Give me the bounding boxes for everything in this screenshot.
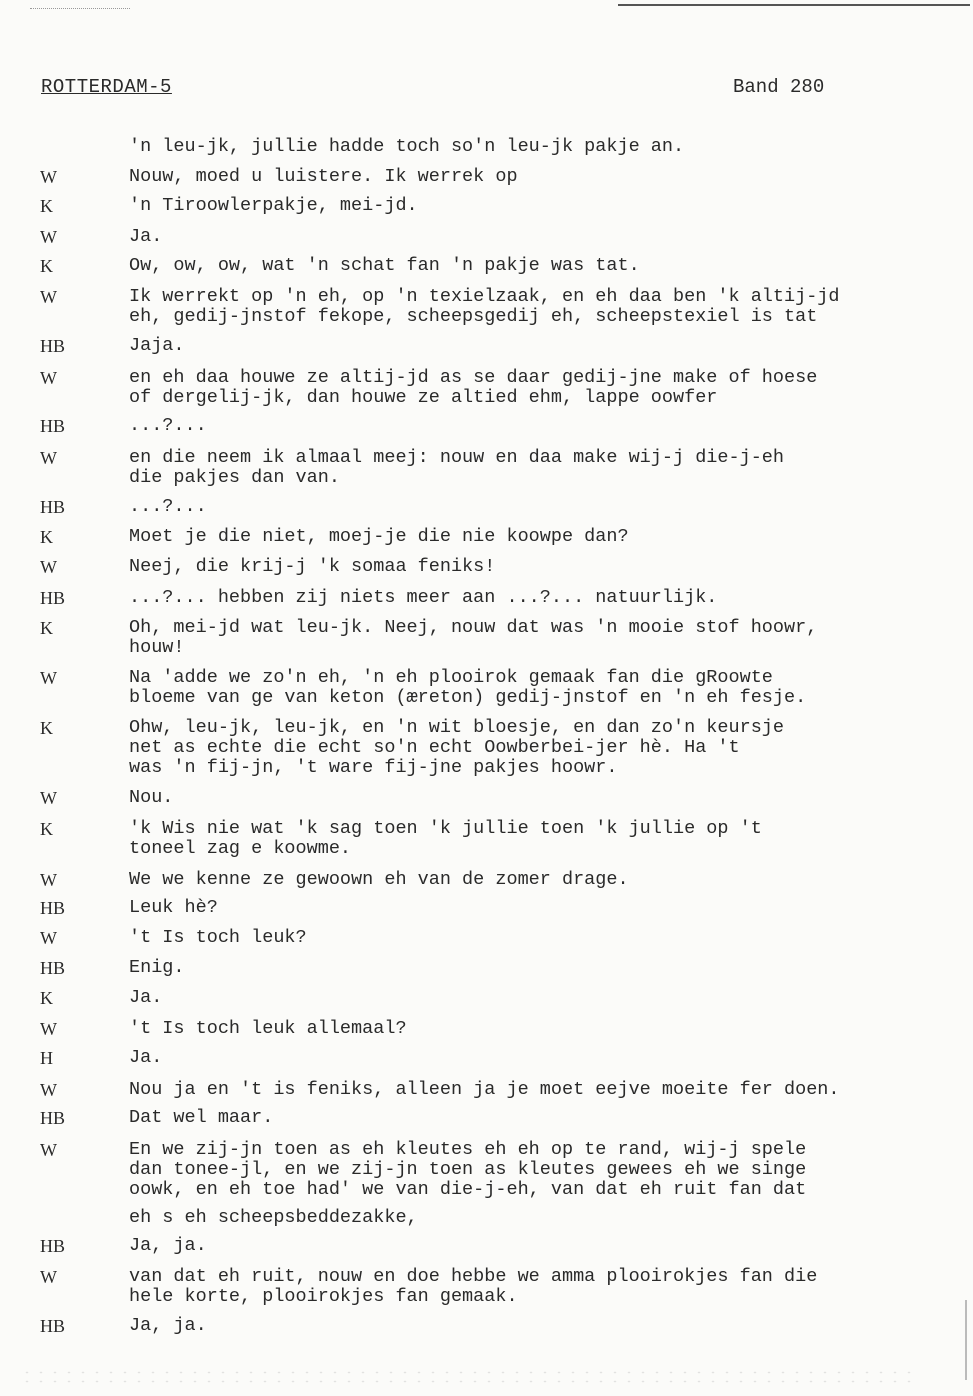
utterance-text: En we zij-jn toen as eh kleutes eh eh op te rand, wij-j spele dan tonee-jl, en we zij-jn toen as kleutes gewees eh we singe oowk, en eh toe had' we van die-j-eh, van dat eh ruit fan dat <box>129 1139 807 1200</box>
speaker-label: HB <box>40 336 66 356</box>
utterance-text: 'k Wis nie wat 'k sag toen 'k jullie toen 'k jullie op 't toneel zag e koowme. <box>129 818 762 859</box>
utterance-text: We we kenne ze gewoown eh van de zomer drage. <box>129 869 629 890</box>
speaker-label: W <box>40 1019 57 1039</box>
page-location-heading: ROTTERDAM-5 <box>41 76 172 98</box>
speaker-label: W <box>40 448 57 468</box>
utterance-text: 'n leu-jk, jullie hadde toch so'n leu-jk pakje an. <box>129 136 685 157</box>
tape-number: Band 280 <box>733 76 825 98</box>
speaker-label: HB <box>40 497 66 517</box>
utterance-text: Ik werrekt op 'n eh, op 'n texielzaak, en eh daa ben 'k altij-jd eh, gedij-jnstof fekope, scheepsgedij eh, scheepstexiel is tat <box>129 286 840 327</box>
utterance-text: Dat wel maar. <box>129 1107 274 1128</box>
scan-artifact-noise <box>20 1368 920 1388</box>
speaker-label: K <box>40 527 53 547</box>
speaker-label: K <box>40 988 53 1008</box>
scan-artifact-line <box>618 4 970 6</box>
utterance-text: Enig. <box>129 957 185 978</box>
utterance-text: Ohw, leu-jk, leu-jk, en 'n wit bloesje, en dan zo'n keursje net as echte die echt so'n echt Oowberbei-jer hè. Ha 't was 'n fij-jn, 't ware fij-jne pakjes hoowr. <box>129 717 785 778</box>
scan-artifact-dots <box>30 8 130 9</box>
utterance-text: Ja. <box>129 1047 163 1068</box>
utterance-text: Ja. <box>129 226 163 247</box>
speaker-label: W <box>40 1140 57 1160</box>
speaker-label: HB <box>40 1236 66 1256</box>
utterance-text: Na 'adde we zo'n eh, 'n eh plooirok gemaak fan die gRoowte bloeme van ge van keton (æreton) gedij-jnstof en 'n eh fesje. <box>129 667 807 708</box>
utterance-text: Nou ja en 't is feniks, alleen ja je moet eejve moeite fer doen. <box>129 1079 840 1100</box>
utterance-text: Moet je die niet, moej-je die nie koowpe dan? <box>129 526 629 547</box>
speaker-label: W <box>40 870 57 890</box>
utterance-text: en die neem ik almaal meej: nouw en daa make wij-j die-j-eh die pakjes dan van. <box>129 447 785 488</box>
speaker-label: W <box>40 557 57 577</box>
speaker-label: W <box>40 788 57 808</box>
utterance-text: Neej, die krij-j 'k somaa feniks! <box>129 556 496 577</box>
speaker-label: K <box>40 618 53 638</box>
utterance-text: ...?... <box>129 496 207 517</box>
speaker-label: W <box>40 227 57 247</box>
utterance-text: Oh, mei-jd wat leu-jk. Neej, nouw dat was 'n mooie stof hoowr, houw! <box>129 617 818 658</box>
speaker-label: H <box>40 1048 53 1068</box>
utterance-text: Ja, ja. <box>129 1315 207 1336</box>
speaker-label: HB <box>40 958 66 978</box>
utterance-text: Nouw, moed u luistere. Ik werrek op <box>129 166 518 187</box>
utterance-text: Leuk hè? <box>129 897 218 918</box>
utterance-text: ...?... <box>129 415 207 436</box>
utterance-text: eh s eh scheepsbeddezakke, <box>129 1207 418 1228</box>
utterance-text: 't Is toch leuk? <box>129 927 307 948</box>
speaker-label: HB <box>40 588 66 608</box>
utterance-text: en eh daa houwe ze altij-jd as se daar gedij-jne make of hoese of dergelij-jk, dan houwe ze altied ehm, lappe oowfer <box>129 367 818 408</box>
utterance-text: 't Is toch leuk allemaal? <box>129 1018 407 1039</box>
speaker-label: W <box>40 668 57 688</box>
utterance-text: Nou. <box>129 787 174 808</box>
utterance-text: ...?... hebben zij niets meer aan ...?... natuurlijk. <box>129 587 718 608</box>
speaker-label: W <box>40 167 57 187</box>
speaker-label: K <box>40 718 53 738</box>
speaker-label: W <box>40 287 57 307</box>
speaker-label: W <box>40 928 57 948</box>
speaker-label: HB <box>40 1108 66 1128</box>
speaker-label: K <box>40 256 53 276</box>
speaker-label: HB <box>40 416 66 436</box>
utterance-text: Ja, ja. <box>129 1235 207 1256</box>
speaker-label: W <box>40 368 57 388</box>
speaker-label: W <box>40 1267 57 1287</box>
utterance-text: Jaja. <box>129 335 185 356</box>
speaker-label: W <box>40 1080 57 1100</box>
speaker-label: HB <box>40 1316 66 1336</box>
speaker-label: K <box>40 819 53 839</box>
utterance-text: Ow, ow, ow, wat 'n schat fan 'n pakje was tat. <box>129 255 640 276</box>
utterance-text: 'n Tiroowlerpakje, mei-jd. <box>129 195 418 216</box>
scan-artifact-edge <box>965 1300 967 1380</box>
speaker-label: HB <box>40 898 66 918</box>
utterance-text: Ja. <box>129 987 163 1008</box>
utterance-text: van dat eh ruit, nouw en doe hebbe we amma plooirokjes fan die hele korte, plooirokjes fan gemaak. <box>129 1266 818 1307</box>
speaker-label: K <box>40 196 53 216</box>
